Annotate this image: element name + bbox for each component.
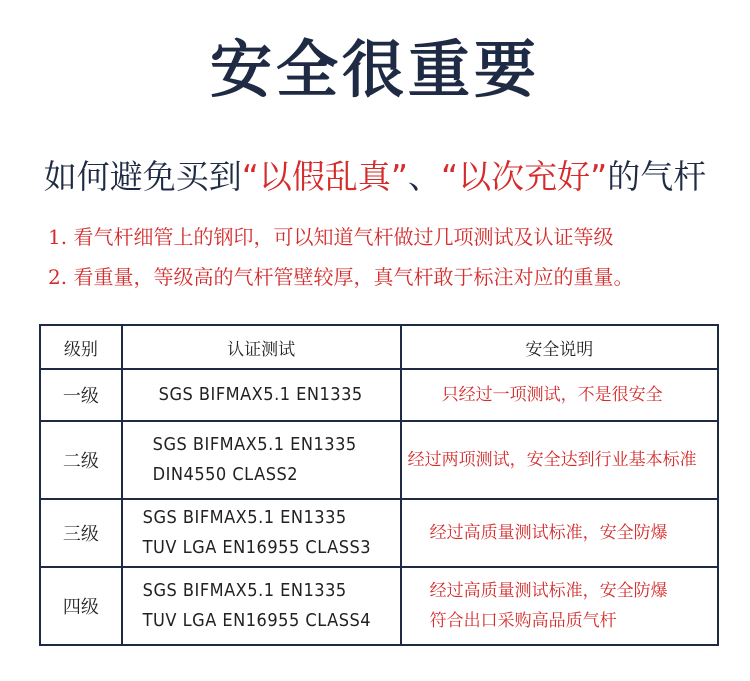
subtitle-lead: 如何避免买到 <box>43 157 242 196</box>
safety-cell <box>401 421 718 499</box>
safety-cell <box>401 369 718 421</box>
safety-cell <box>401 499 718 567</box>
cert-cell <box>122 369 401 421</box>
cert-line: TUV LGA EN16955 CLASS4 <box>142 610 372 631</box>
cert-line: SGS BIFMAX5.1 EN1335 <box>152 434 357 455</box>
header-level: 级别 <box>40 325 122 369</box>
cert-line: TUV LGA EN16955 CLASS3 <box>142 537 372 558</box>
safety-line: 经过高质量测试标准，安全防爆 <box>429 523 668 543</box>
table-row <box>40 567 718 645</box>
safety-line: 符合出口采购高品质气杆 <box>429 611 617 631</box>
safety-cell <box>401 567 718 645</box>
table-row <box>40 369 718 421</box>
certification-table <box>39 324 719 646</box>
subtitle-tail: 的气杆 <box>607 157 707 196</box>
table-row <box>40 499 718 567</box>
subtitle-quote-inferior: “以次充好” <box>441 157 608 196</box>
cert-line: SGS BIFMAX5.1 EN1335 <box>142 580 347 601</box>
table-header-row <box>40 325 718 369</box>
subtitle-separator: 、 <box>408 157 441 196</box>
page-title: 安全很重要 <box>209 33 540 106</box>
safety-line: 经过两项测试，安全达到行业基本标准 <box>407 450 697 470</box>
note-steel-stamp: 1. 看气杆细管上的钢印，可以知道气杆做过几项测试及认证等级 <box>48 225 614 249</box>
level-cell: 一级 <box>40 369 122 421</box>
cert-cell <box>122 421 401 499</box>
level-cell: 二级 <box>40 421 122 499</box>
cert-cell <box>122 567 401 645</box>
cert-cell <box>122 499 401 567</box>
header-safety: 安全说明 <box>401 325 718 369</box>
cert-line: SGS BIFMAX5.1 EN1335 <box>142 507 347 528</box>
cert-line: SGS BIFMAX5.1 EN1335 <box>158 384 363 405</box>
level-cell: 三级 <box>40 499 122 567</box>
subtitle-quote-fake: “以假乱真” <box>241 157 408 196</box>
cert-line: DIN4550 CLASS2 <box>152 464 299 485</box>
safety-line: 只经过一项测试，不是很安全 <box>441 385 663 405</box>
header-certification: 认证测试 <box>122 325 401 369</box>
level-cell: 四级 <box>40 567 122 645</box>
subtitle <box>0 152 750 202</box>
table-row <box>40 421 718 499</box>
note-weight: 2. 看重量，等级高的气杆管壁较厚，真气杆敢于标注对应的重量。 <box>48 265 634 289</box>
safety-line: 经过高质量测试标准，安全防爆 <box>429 581 668 601</box>
